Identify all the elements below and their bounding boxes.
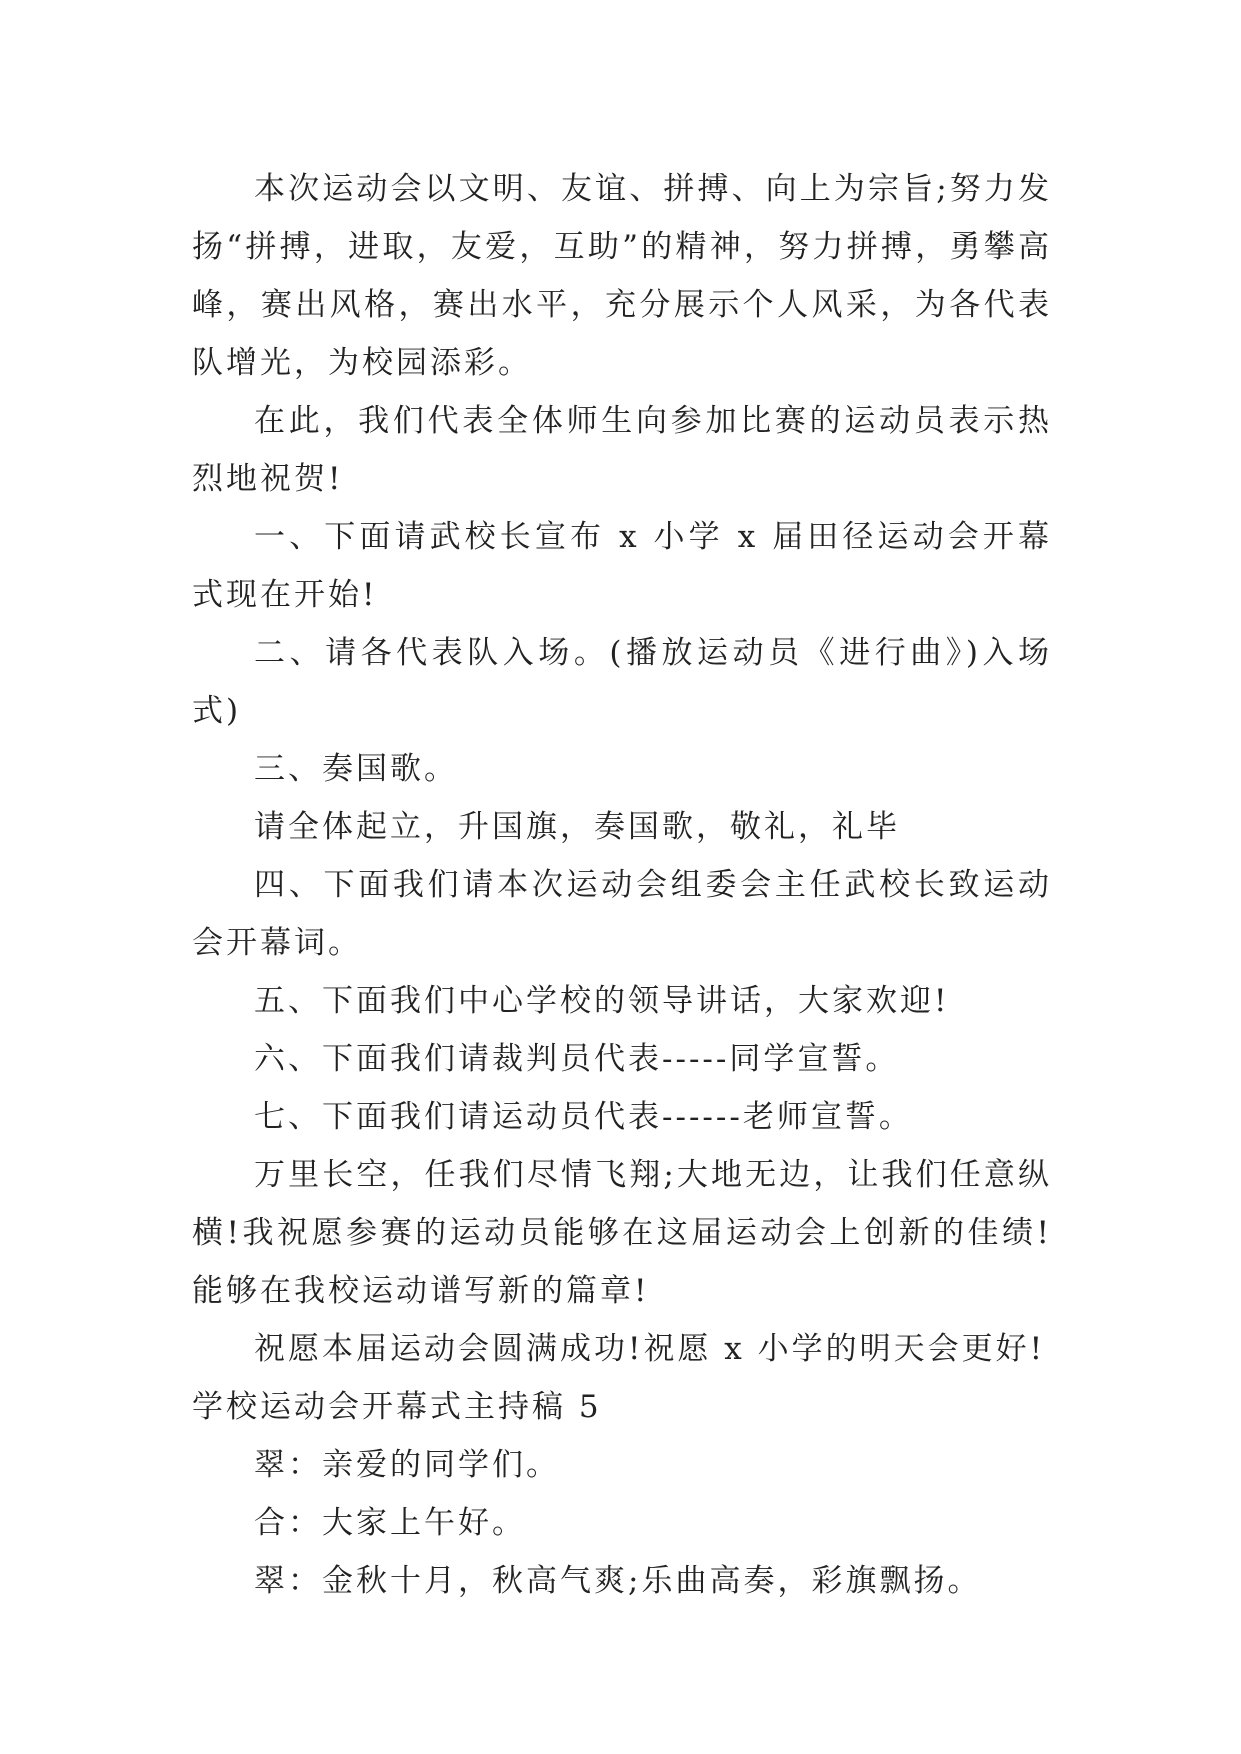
paragraph-dialogue-1: 翠：亲爱的同学们。 [254, 1447, 560, 1483]
paragraph-step-two: 二、请各代表队入场。(播放运动员《进行曲》)入场式) [192, 635, 1052, 729]
paragraph-flag-ceremony: 请全体起立，升国旗，奏国歌，敬礼，礼毕 [254, 809, 900, 845]
paragraph-step-four: 四、下面我们请本次运动会组委会主任武校长致运动会开幕词。 [192, 867, 1052, 961]
paragraph-wishes: 万里长空，任我们尽情飞翔;大地无边，让我们任意纵横!我祝愿参赛的运动员能够在这届运动会上创新的佳绩!能够在我校运动谱写新的篇章! [192, 1157, 1052, 1309]
paragraph-step-six: 六、下面我们请裁判员代表-----同学宣誓。 [254, 1041, 900, 1077]
section-heading: 学校运动会开幕式主持稿 5 [192, 1389, 602, 1425]
paragraph-purpose: 本次运动会以文明、友谊、拼搏、向上为宗旨;努力发扬“拼搏，进取，友爱，互助”的精神，努力拼搏，勇攀高峰，赛出风格，赛出水平，充分展示个人风采，为各代表队增光，为校园添彩。 [192, 171, 1052, 381]
paragraph-dialogue-2: 合：大家上午好。 [254, 1505, 526, 1541]
paragraph-step-five: 五、下面我们中心学校的领导讲话，大家欢迎! [254, 983, 950, 1019]
paragraph-step-seven: 七、下面我们请运动员代表------老师宣誓。 [254, 1099, 913, 1135]
paragraph-closing: 祝愿本届运动会圆满成功!祝愿 x 小学的明天会更好! [254, 1331, 1046, 1367]
paragraph-step-three: 三、奏国歌。 [254, 751, 458, 787]
document-body [192, 160, 1052, 1610]
paragraph-dialogue-3: 翠：金秋十月，秋高气爽;乐曲高奏，彩旗飘扬。 [254, 1563, 982, 1599]
paragraph-step-one: 一、下面请武校长宣布 x 小学 x 届田径运动会开幕式现在开始! [192, 519, 1052, 613]
paragraph-congratulations: 在此，我们代表全体师生向参加比赛的运动员表示热烈地祝贺! [192, 403, 1052, 497]
